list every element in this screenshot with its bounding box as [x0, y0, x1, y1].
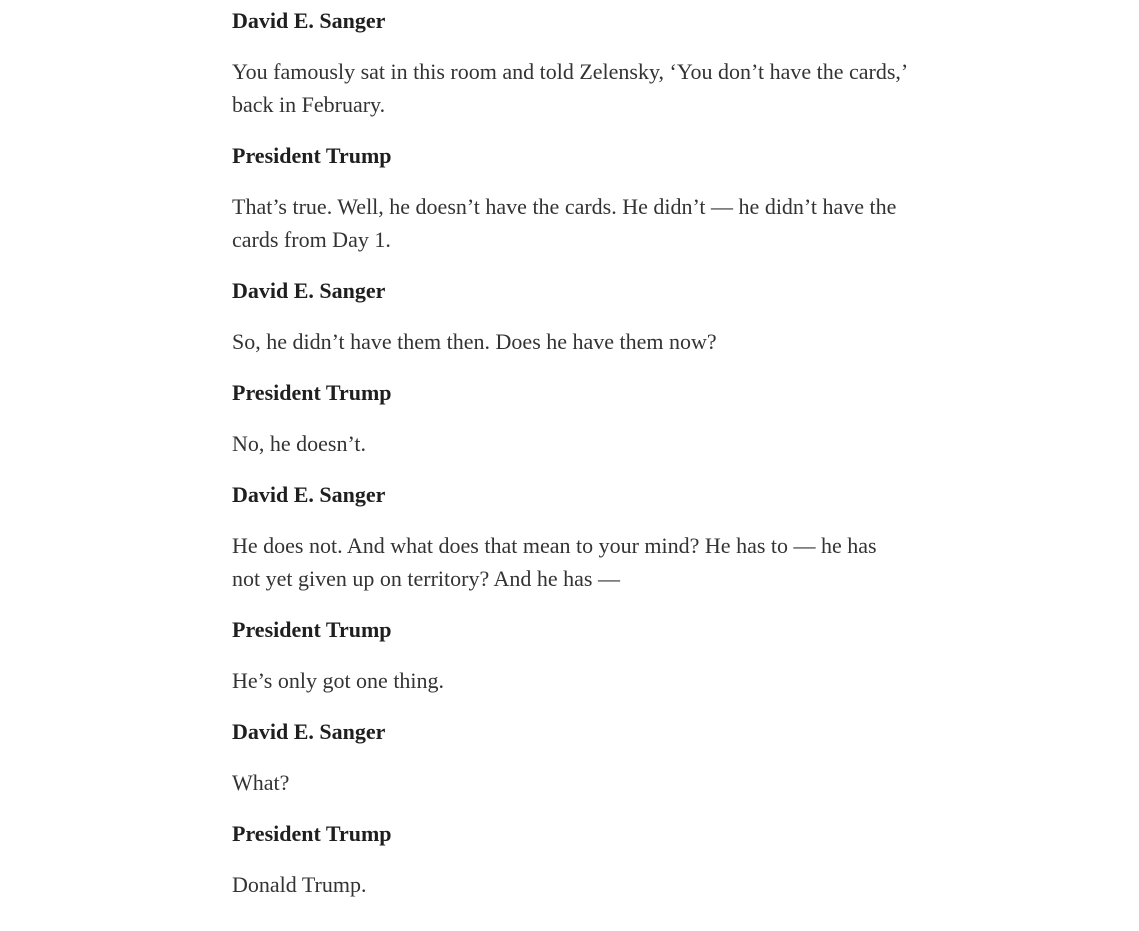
transcript-entry: [232, 613, 907, 697]
transcript-page: [232, 0, 907, 931]
speaker-name: President Trump: [232, 143, 392, 168]
speaker-name: President Trump: [232, 380, 392, 405]
speaker-name: David E. Sanger: [232, 278, 386, 303]
utterance-text: He does not. And what does that mean to your mind? He has to — he has not yet given up on territory? And he has —: [232, 533, 877, 591]
utterance-text: No, he doesn’t.: [232, 431, 367, 456]
speaker-name: President Trump: [232, 617, 392, 642]
utterance-text: What?: [232, 770, 290, 795]
utterance-text: That’s true. Well, he doesn’t have the cards. He didn’t — he didn’t have the cards from Day 1.: [232, 194, 897, 252]
utterance-text: Donald Trump.: [232, 872, 367, 897]
speaker-name: David E. Sanger: [232, 482, 386, 507]
speaker-name: President Trump: [232, 821, 392, 846]
transcript-entry: [232, 478, 907, 595]
transcript-entry: [232, 4, 907, 121]
transcript-entry: [232, 817, 907, 901]
transcript-entry: [232, 274, 907, 358]
speaker-name: David E. Sanger: [232, 8, 386, 33]
transcript-entry: [232, 139, 907, 256]
transcript-entry: [232, 376, 907, 460]
speaker-name: David E. Sanger: [232, 719, 386, 744]
transcript: [232, 4, 907, 901]
transcript-entry: [232, 715, 907, 799]
utterance-text: So, he didn’t have them then. Does he have them now?: [232, 329, 717, 354]
utterance-text: You famously sat in this room and told Zelensky, ‘You don’t have the cards,’ back in February.: [232, 59, 907, 117]
utterance-text: He’s only got one thing.: [232, 668, 445, 693]
